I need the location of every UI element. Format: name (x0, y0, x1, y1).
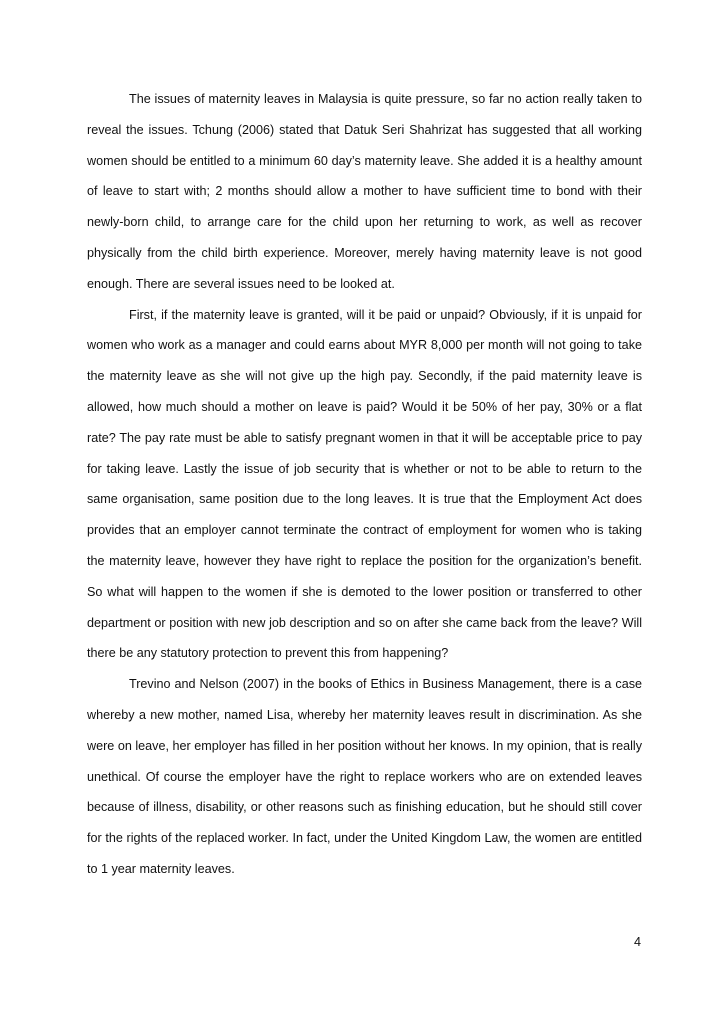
paragraph-trevino-nelson: Trevino and Nelson (2007) in the books of Ethics in Business Management, there is a case whereby a new mother, named Lisa, whereby her maternity leaves result in discrimination. As she were on leave, her employer has filled in her position without her knows. In my opinion, that is really unethical. Of course the employer have the right to replace workers who are on extended leaves because of illness, disability, or other reasons such as finishing education, but he should still cover for the rights of the replaced worker. In fact, under the United Kingdom Law, the women are entitled to 1 year maternity leaves. (87, 677, 642, 876)
page-number: 4 (633, 935, 641, 949)
paragraph-maternity-issues: The issues of maternity leaves in Malaysia is quite pressure, so far no action really taken to reveal the issues. Tchung (2006) stated that Datuk Seri Shahrizat has suggested that all working women should be entitled to a minimum 60 day’s maternity leave. She added it is a healthy amount of leave to start with; 2 months should allow a mother to have sufficient time to bond with their newly-born child, to arrange care for the child upon her returning to work, as well as recover physically from the child birth experience. Moreover, merely having maternity leave is not good enough. There are several issues need to be looked at. (87, 92, 642, 291)
paragraph-paid-unpaid: First, if the maternity leave is granted, will it be paid or unpaid? Obviously, if it is unpaid for women who work as a manager and could earns about MYR 8,000 per month will not going to take the maternity leave as she will not give up the high pay. Secondly, if the paid maternity leave is allowed, how much should a mother on leave is paid? Would it be 50% of her pay, 30% or a flat rate? The pay rate must be able to satisfy pregnant women in that it will be acceptable price to pay for taking leave. Lastly the issue of job security that is whether or not to be able to return to the same organisation, same position due to the long leaves. It is true that the Employment Act does provides that an employer cannot terminate the contract of employment for women who is taking the maternity leave, however they have right to replace the position for the organization’s benefit. So what will happen to the women if she is demoted to the lower position or transferred to other department or position with new job description and so on after she came back from the leave? Will there be any statutory protection to prevent this from happening? (87, 307, 642, 661)
body-text (87, 84, 642, 885)
